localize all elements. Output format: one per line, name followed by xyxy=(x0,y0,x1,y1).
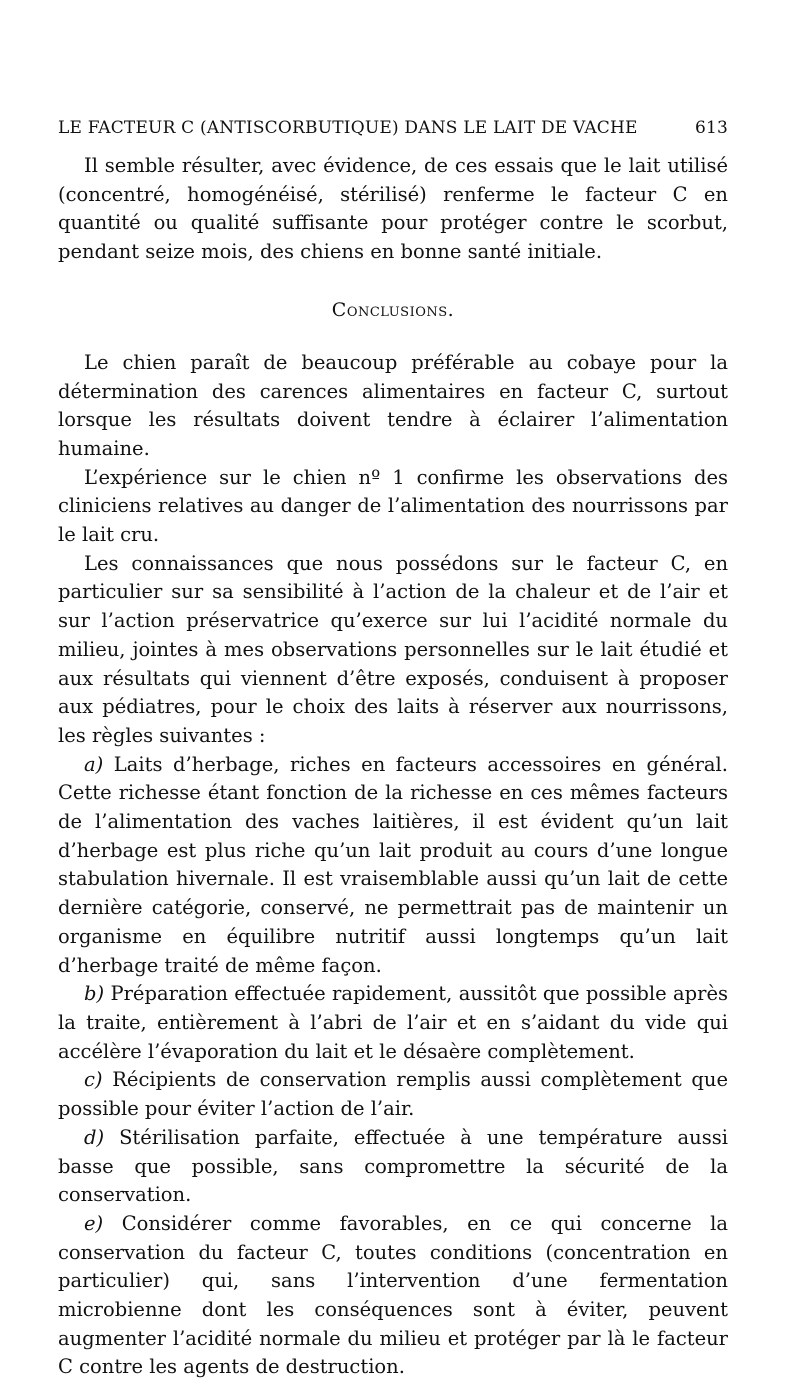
item-text: Considérer comme favorables, en ce qui concerne la conservation du facteur C, toutes conditions (concentration en particulier) qui, sans l’intervention d’une fermentation microbienne dont les conséquences sont à éviter, peuvent augmenter l’acidité normale du milieu et protéger par là le facteur C contre les agents de destruction. xyxy=(58,1211,728,1379)
item-letter: e) xyxy=(84,1211,104,1235)
paragraph: L’expérience sur le chien nº 1 confirme les observations des cliniciens relatives au danger de l’alimentation des nourrissons par le lait cru. xyxy=(58,465,728,547)
item-text: Stérilisation parfaite, effectuée à une température aussi basse que possible, sans compromettre la sécurité de la conservation. xyxy=(58,1125,728,1207)
intro-paragraph: Il semble résulter, avec évidence, de ces essais que le lait utilisé (concentré, homogénéisé, stérilisé) renferme le facteur C en quantité ou qualité suffisante pour protéger contre le scorbut, pendant seize mois, des chiens en bonne santé initiale. xyxy=(58,154,728,264)
item-letter: b) xyxy=(84,982,105,1006)
list-item-c xyxy=(58,1066,728,1123)
list-item-d xyxy=(58,1124,728,1210)
item-text: Récipients de conservation remplis aussi complètement que possible pour éviter l’action de l’air. xyxy=(58,1068,729,1121)
list-item-a xyxy=(58,751,728,981)
item-letter: d) xyxy=(84,1125,105,1149)
item-text: Préparation effectuée rapidement, aussitôt que possible après la traite, entièrement à l’abri de l’air et en s’aidant du vide qui accélère l’évaporation du lait et le désaère complètement. xyxy=(58,982,728,1063)
item-letter: a) xyxy=(84,752,104,776)
item-letter: c) xyxy=(84,1068,103,1092)
paragraph: Le chien paraît de beaucoup préférable au cobaye pour la détermination des carences alimentaires en facteur C, surtout lorsque les résultats doivent tendre à éclairer l’alimentation humaine. xyxy=(58,350,728,460)
list-item-e xyxy=(58,1210,728,1382)
list-item-b xyxy=(58,980,728,1066)
running-header xyxy=(58,118,728,138)
page xyxy=(58,118,728,1382)
item-text: Laits d’herbage, riches en facteurs accessoires en général. Cette richesse étant fonction de la richesse en ces mêmes facteurs de l’alimentation des vaches laitières, il est évident qu’un lait d’herbage est plus riche qu’un lait produit au cours d’une longue stabulation hivernale. Il est vraisemblable aussi qu’un lait de cette dernière catégorie, conservé, ne permettrait pas de maintenir un organisme en équilibre nutritif aussi longtemps qu’un lait d’herbage traité de même façon. xyxy=(58,752,728,977)
running-title: LE FACTEUR C (ANTISCORBUTIQUE) DANS LE LAIT DE VACHE xyxy=(58,118,638,138)
paragraph: Les connaissances que nous possédons sur le facteur C, en particulier sur sa sensibilité à l’action de la chaleur et de l’air et sur l’action préservatrice qu’exerce sur lui l’acidité normale du milieu, jointes à mes observations personnelles sur le lait étudié et aux résultats qui viennent d’être exposés, conduisent à proposer aux pédiatres, pour le choix des laits à réserver aux nourrissons, les règles suivantes : xyxy=(58,551,728,747)
section-title: Conclusions. xyxy=(331,298,455,321)
page-number: 613 xyxy=(694,118,728,138)
